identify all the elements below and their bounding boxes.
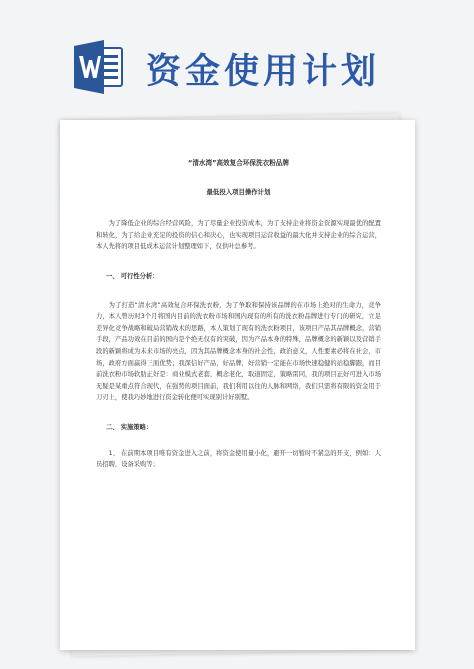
- banner: [0, 0, 474, 120]
- section-1-paragraph: 为了打造“清水湾”高效复合环保洗衣粉，为了争取和保持该品牌的在市场上绝对的生命力，竞争力，本人曾历时3个月将国内目前的洗衣粉市场和国内现有的所有的洗衣粉品牌进行专门的研究，立足差异化竞争战略和破局营销战术的思路，本人策划了现有的洗衣粉项目，该项目产品其品牌概念，营销手段，产品功效在目前的国内是个绝无仅有的突破，因为产品本身的特殊，品牌概念的新颖以及营销手段的新颖将成为未来市场的亮点，因为其品牌概念本身的社会性，政治意义，人性要素必将在社会，市场，政府方面赢得三面优势；我深信好产品，好品牌，好营销一定能在市场快速稳健的站稳脚跟，而目前洗衣粉市场软肋正好是：商业模式老套，概念老化，取道固定，策略雷同，我的项目正好可进入市场无疑是某重点符合现代，在强势的项目面前，我们利用以往的人脉和网络，我们只需将有限的资金用于刀刃上，使我巧妙地进行资金转化便可实现别计好别墅。: [96, 301, 381, 402]
- document-title: “清水湾”高效复合环保洗衣粉品牌: [188, 159, 289, 167]
- intro-paragraph: 为了降低企业的综合经营风险，为了尽量企业投资成本，为了支持企业将资金资源实现最优的配置和转化，为了给企业充足的投资的信心和决心，也实现项目运营收益的最大化并支持企业的综合运营，本人先将的项目低成本运营计划整理如下，仅供叶总参考。: [96, 220, 381, 251]
- section-2-heading: 二、 实施策略：: [106, 423, 153, 431]
- document-subtitle: 最低投入项目操作计划: [206, 187, 271, 196]
- document-page: [60, 120, 415, 650]
- section-1-heading: 一、 可行性分析：: [106, 272, 159, 280]
- microsoft-word-icon: [74, 40, 124, 94]
- step-1-paragraph: 1、 在前期本项目唯有资金进入之前，将资金使用量小化，避开一切暂时不紧急的开支，例如：人员招聘，设备采购等；: [96, 449, 381, 469]
- banner-title: 资金使用计划: [146, 52, 381, 92]
